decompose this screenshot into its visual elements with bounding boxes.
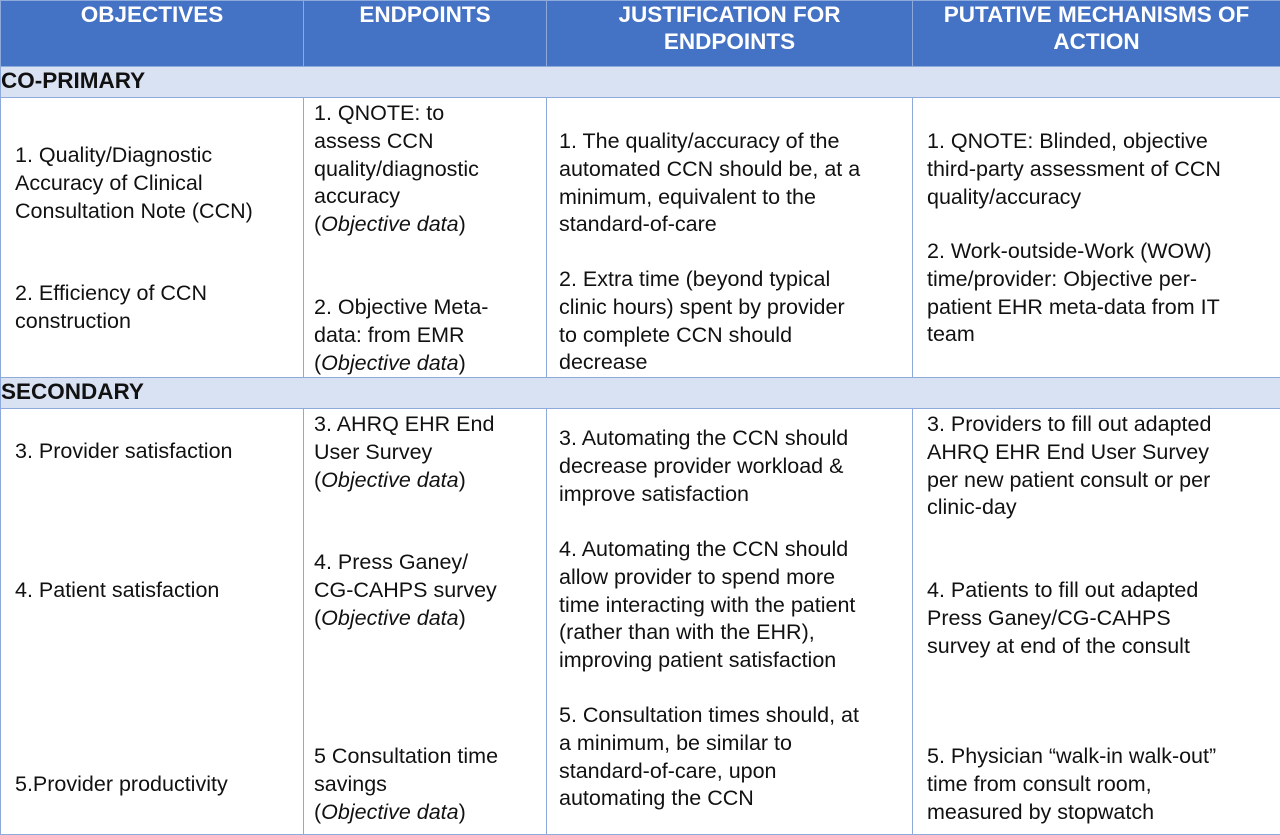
text-line: standard-of-care (559, 212, 717, 237)
text-line: 1. Quality/Diagnostic (15, 143, 213, 167)
text-line: clinic-day (927, 495, 1017, 520)
objective-4 (1, 577, 303, 605)
text-line: CG-CAHPS survey (314, 577, 497, 602)
objective-data-label: Objective data (321, 605, 459, 630)
text-line: improving patient satisfaction (559, 648, 837, 673)
secondary-objectives-cell (1, 409, 304, 835)
objective-data-label: Objective data (321, 350, 459, 375)
section-row-secondary (1, 378, 1280, 409)
header-justification (547, 1, 913, 67)
objective-data-note: (Objective data) (314, 799, 466, 824)
text-line: 4. Automating the CCN should (559, 537, 849, 561)
text-line: quality/diagnostic (314, 156, 479, 181)
endpoint-2 (304, 294, 546, 377)
co-primary-mechanisms-cell (913, 98, 1280, 378)
text-line: team (927, 322, 975, 347)
secondary-mechanisms-cell (913, 409, 1280, 835)
text-line: decrease provider workload & (559, 453, 844, 478)
text-line: AHRQ EHR End User Survey (927, 439, 1209, 464)
text-line: 3. Provider satisfaction (15, 439, 233, 463)
text-line: standard-of-care, upon (559, 758, 777, 783)
section-label-co-primary: CO-PRIMARY (1, 67, 1280, 98)
secondary-justification-cell (547, 409, 913, 835)
objective-1 (1, 142, 303, 225)
text-line: quality/accuracy (927, 184, 1082, 209)
text-line: (rather than with the EHR), (559, 620, 815, 645)
header-justification-line: ENDPOINTS (663, 29, 796, 54)
text-line: savings (314, 771, 387, 796)
objective-5 (1, 771, 303, 799)
justification-2 (547, 266, 912, 377)
text-line: survey at end of the consult (927, 633, 1190, 658)
text-line: Press Ganey/CG-CAHPS (927, 605, 1171, 630)
co-primary-objectives-cell (1, 98, 304, 378)
co-primary-justification-cell (547, 98, 913, 378)
justification-5 (547, 702, 912, 813)
text-line: 5 Consultation time (314, 744, 499, 768)
section-label-secondary: SECONDARY (1, 378, 1280, 409)
text-line: User Survey (314, 439, 433, 464)
text-line: construction (15, 308, 131, 333)
text-line: clinic hours) spent by provider (559, 294, 845, 319)
section-row-co-primary (1, 67, 1280, 98)
text-line: 4. Press Ganey/ (314, 550, 469, 574)
header-row (1, 1, 1280, 67)
header-mechanisms-line: PUTATIVE MECHANISMS OF (943, 2, 1250, 27)
text-line: 1. QNOTE: Blinded, objective (927, 129, 1208, 153)
endpoint-3 (304, 411, 546, 494)
mechanism-5 (913, 743, 1280, 826)
justification-3 (547, 425, 912, 508)
co-primary-endpoints-cell (304, 98, 547, 378)
text-line: time from consult room, (927, 771, 1152, 796)
secondary-endpoints-cell (304, 409, 547, 835)
text-line: Consultation Note (CCN) (15, 198, 253, 223)
endpoint-5 (304, 743, 546, 826)
text-line: to complete CCN should (559, 322, 793, 347)
header-objectives-text: OBJECTIVES (80, 2, 224, 27)
text-line: 3. Providers to fill out adapted (927, 412, 1212, 436)
mechanism-1 (913, 128, 1280, 211)
objective-data-label: Objective data (321, 799, 459, 824)
secondary-row (1, 409, 1280, 835)
text-line: a minimum, be similar to (559, 730, 792, 755)
header-mechanisms (913, 1, 1280, 67)
text-line: automated CCN should be, at a (559, 156, 861, 181)
text-line: 3. Automating the CCN should (559, 426, 849, 450)
objective-data-note: (Objective data) (314, 212, 466, 237)
justification-1 (547, 128, 912, 239)
text-line: 5.Provider productivity (15, 772, 228, 796)
text-line: 3. AHRQ EHR End (314, 412, 495, 436)
text-line: time interacting with the patient (559, 592, 856, 617)
text-line: 4. Patient satisfaction (15, 578, 220, 602)
justification-4 (547, 536, 912, 675)
text-line: minimum, equivalent to the (559, 184, 816, 209)
objective-2 (1, 280, 303, 336)
text-line: automating the CCN (559, 786, 754, 811)
co-primary-row (1, 98, 1280, 378)
header-mechanisms-line: ACTION (1053, 29, 1140, 54)
text-line: time/provider: Objective per- (927, 266, 1198, 291)
text-line: 2. Objective Meta- (314, 295, 489, 319)
header-endpoints (304, 1, 547, 67)
text-line: 4. Patients to fill out adapted (927, 578, 1199, 602)
text-line: accuracy (314, 184, 401, 209)
text-line: 2. Work-outside-Work (WOW) (927, 239, 1212, 263)
mechanism-4 (913, 577, 1280, 660)
objective-data-label: Objective data (321, 467, 459, 492)
header-endpoints-text: ENDPOINTS (359, 2, 491, 27)
text-line: 5. Consultation times should, at (559, 703, 859, 727)
text-line: assess CCN (314, 128, 434, 153)
text-line: decrease (559, 350, 648, 375)
text-line: per new patient consult or per (927, 467, 1211, 492)
objective-3 (1, 438, 303, 466)
text-line: measured by stopwatch (927, 799, 1155, 824)
text-line: Accuracy of Clinical (15, 170, 203, 195)
objective-data-note: (Objective data) (314, 605, 466, 630)
text-line: 1. The quality/accuracy of the (559, 129, 840, 153)
text-line: 2. Efficiency of CCN (15, 281, 207, 305)
text-line: data: from EMR (314, 322, 465, 347)
objective-data-note: (Objective data) (314, 467, 466, 492)
endpoint-4 (304, 549, 546, 632)
objective-data-note: (Objective data) (314, 350, 466, 375)
objective-data-label: Objective data (321, 212, 459, 237)
text-line: third-party assessment of CCN (927, 156, 1221, 181)
mechanism-3 (913, 411, 1280, 522)
text-line: allow provider to spend more (559, 564, 836, 589)
endpoint-1 (304, 100, 546, 239)
header-justification-line: JUSTIFICATION FOR (618, 2, 841, 27)
text-line: improve satisfaction (559, 481, 749, 506)
header-objectives (1, 1, 304, 67)
text-line: 1. QNOTE: to (314, 101, 445, 125)
text-line: patient EHR meta-data from IT (927, 294, 1220, 319)
mechanism-2 (913, 238, 1280, 349)
text-line: 2. Extra time (beyond typical (559, 267, 831, 291)
text-line: 5. Physician “walk-in walk-out” (927, 744, 1217, 768)
